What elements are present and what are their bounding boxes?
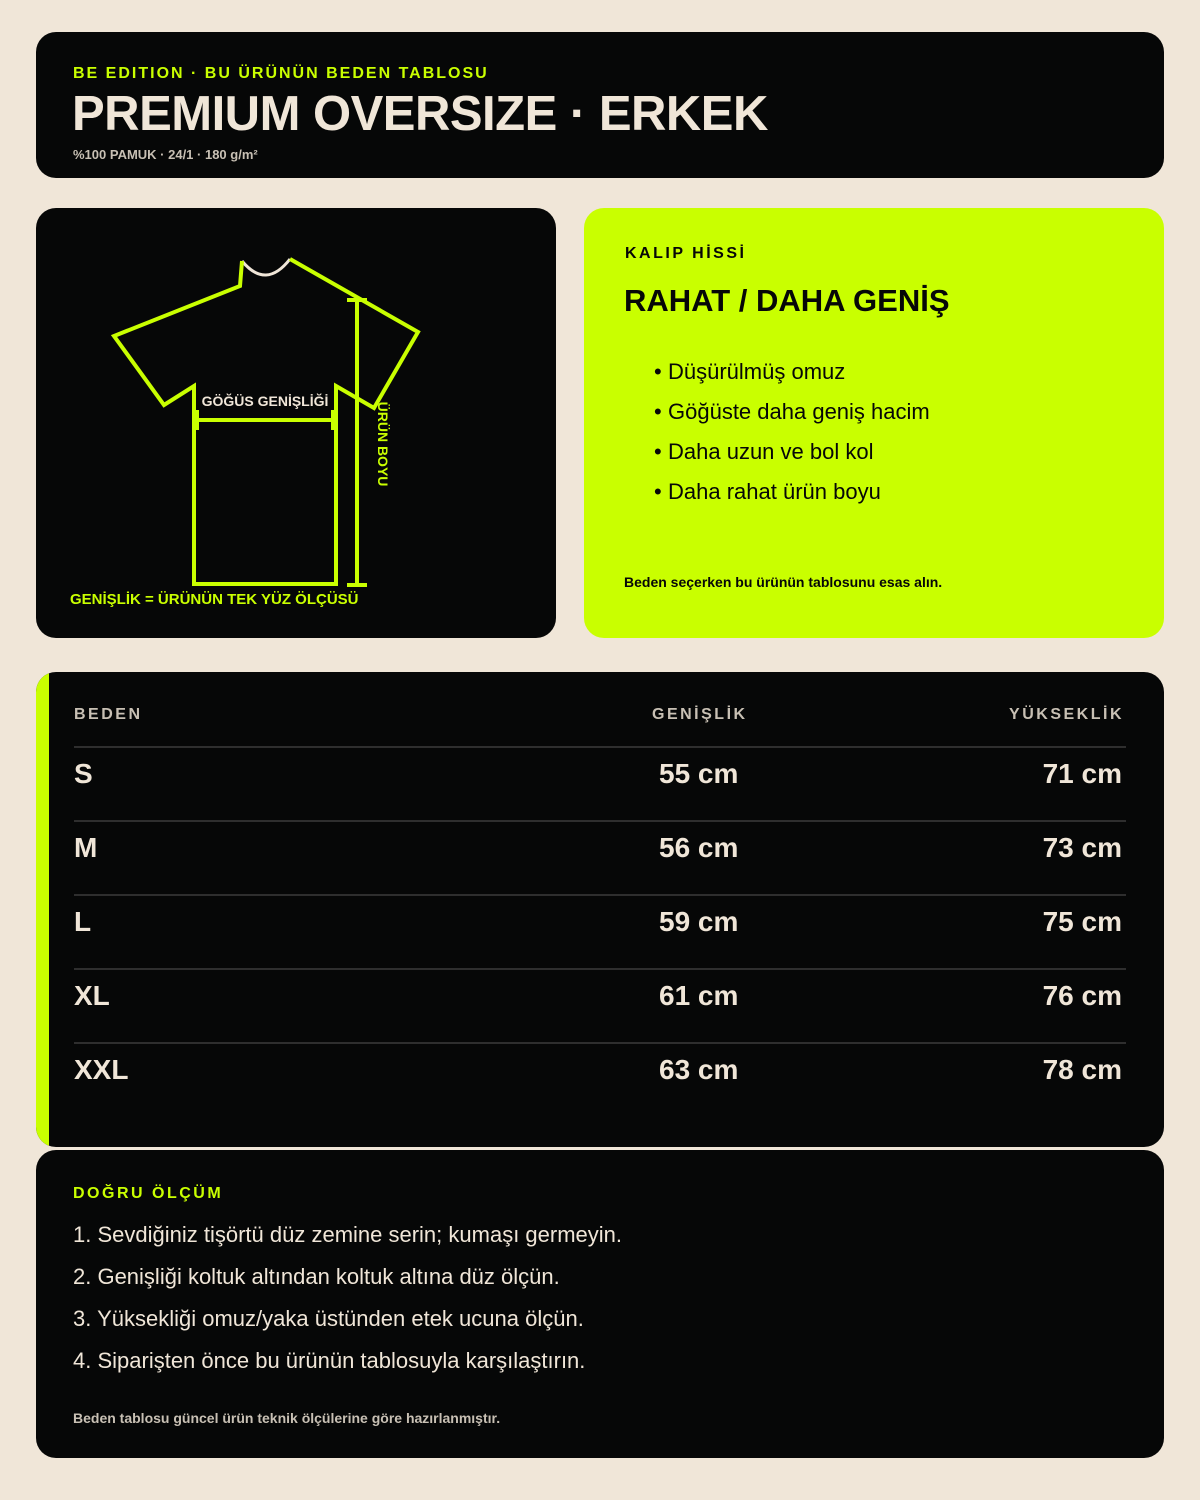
header-subtitle: %100 PAMUK · 24/1 · 180 g/m² [73, 147, 258, 162]
fit-bullet-text: Düşürülmüş omuz [668, 359, 846, 384]
tshirt-diagram-card [36, 208, 556, 638]
fit-bullet [654, 352, 930, 392]
fit-bullet [654, 392, 930, 432]
column-header-height: YÜKSEKLİK [1009, 706, 1124, 723]
fit-note: Beden seçerken bu ürünün tablosunu esas alın. [624, 574, 943, 590]
size-cell: XXL [74, 1054, 129, 1085]
height-cell: 75 cm [1042, 906, 1122, 937]
width-cell: 63 cm [659, 1054, 739, 1085]
table-row [74, 894, 1126, 970]
length-label: ÜRÜN BOYU [375, 401, 391, 487]
tshirt-neck [242, 259, 290, 275]
size-table-card [36, 672, 1164, 1147]
tshirt-outline-icon [36, 208, 556, 638]
fit-title: RAHAT / DAHA GENİŞ [624, 283, 950, 318]
measure-card [36, 1150, 1164, 1458]
measure-step: 2. Genişliği koltuk altından koltuk altına düz ölçün. [73, 1264, 560, 1289]
fit-bullet-list [654, 352, 930, 512]
size-cell: M [74, 832, 98, 863]
width-cell: 56 cm [659, 832, 739, 863]
column-header-width: GENİŞLİK [652, 706, 748, 723]
measure-step: 1. Sevdiğiniz tişörtü düz zemine serin; kumaşı germeyin. [73, 1222, 623, 1247]
fit-card [584, 208, 1164, 638]
measure-kicker: DOĞRU ÖLÇÜM [73, 1185, 224, 1202]
width-cell: 59 cm [659, 906, 739, 937]
fit-bullet-text: Daha rahat ürün boyu [668, 479, 881, 504]
page-title: PREMIUM OVERSIZE · ERKEK [72, 87, 768, 141]
fit-bullet [654, 432, 930, 472]
table-row [74, 1042, 1126, 1118]
measure-footnote: Beden tablosu güncel ürün teknik ölçülerine göre hazırlanmıştır. [73, 1410, 501, 1426]
chest-label: GÖĞÜS GENİŞLİĞİ [201, 393, 329, 409]
width-cell: 55 cm [659, 758, 739, 789]
bullet-dot-icon: • [654, 359, 662, 384]
measure-step: 3. Yüksekliği omuz/yaka üstünden etek ucuna ölçün. [73, 1306, 584, 1331]
measure-steps [73, 1214, 622, 1382]
table-row [74, 968, 1126, 1044]
table-row [74, 820, 1126, 896]
size-cell: XL [74, 980, 110, 1011]
size-cell: L [74, 906, 92, 937]
table-row [74, 746, 1126, 822]
header-kicker: BE EDITION · BU ÜRÜNÜN BEDEN TABLOSU [73, 65, 489, 82]
bullet-dot-icon: • [654, 439, 662, 464]
measure-step: 4. Siparişten önce bu ürünün tablosuyla karşılaştırın. [73, 1348, 586, 1373]
column-header-size: BEDEN [74, 706, 143, 723]
height-cell: 78 cm [1042, 1054, 1122, 1085]
fit-kicker: KALIP HİSSİ [625, 245, 747, 262]
bullet-dot-icon: • [654, 479, 662, 504]
width-cell: 61 cm [659, 980, 739, 1011]
header-card [36, 32, 1164, 178]
height-cell: 71 cm [1042, 758, 1122, 789]
size-cell: S [74, 758, 93, 789]
height-cell: 73 cm [1042, 832, 1122, 863]
height-cell: 76 cm [1042, 980, 1122, 1011]
accent-bar [36, 672, 49, 1147]
diagram-footnote: GENİŞLİK = ÜRÜNÜN TEK YÜZ ÖLÇÜSÜ [70, 591, 359, 608]
fit-bullet-text: Göğüste daha geniş hacim [668, 399, 930, 424]
fit-bullet [654, 472, 930, 512]
bullet-dot-icon: • [654, 399, 662, 424]
fit-bullet-text: Daha uzun ve bol kol [668, 439, 874, 464]
